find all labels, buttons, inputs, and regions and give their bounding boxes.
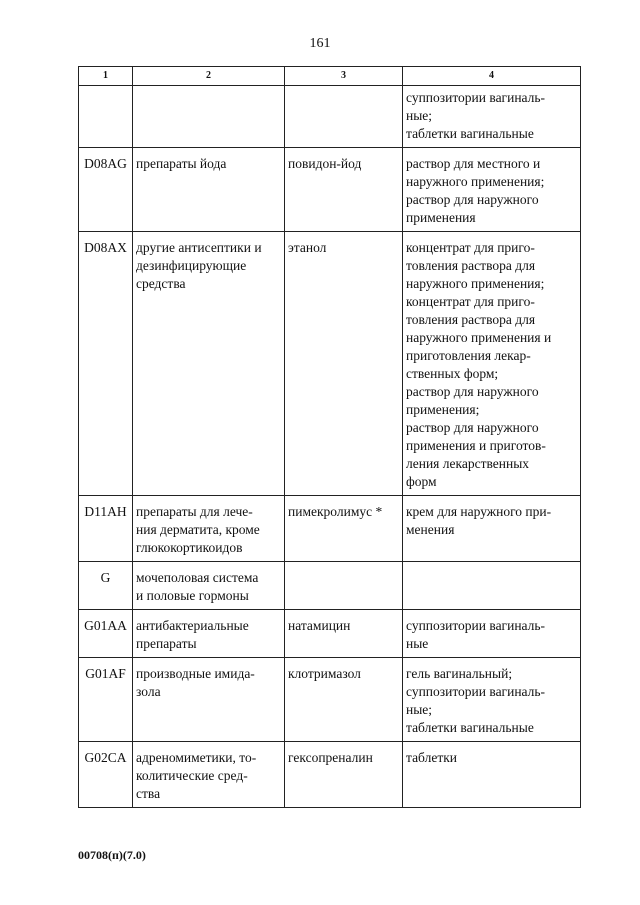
atc-code-cell: D08AG (79, 148, 133, 232)
column-header-1: 1 (79, 67, 133, 86)
group-cell: препараты для лече- ния дерматита, кроме глюкокортикоидов (133, 496, 285, 562)
document-footer-code: 00708(п)(7.0) (78, 848, 146, 862)
table-row (79, 562, 581, 610)
dosage-forms-cell: гель вагинальный; суппозитории вагиналь- ные; таблетки вагинальные (403, 658, 581, 742)
substance-cell: гексопреналин (285, 742, 403, 808)
group-cell: препараты йода (133, 148, 285, 232)
atc-code-cell: G01AA (79, 610, 133, 658)
atc-code-cell: D08AX (79, 232, 133, 496)
table-row (79, 86, 581, 148)
atc-code-cell: G (79, 562, 133, 610)
table-row (79, 610, 581, 658)
substance-cell: повидон-йод (285, 148, 403, 232)
dosage-forms-cell (403, 562, 581, 610)
substance-cell: этанол (285, 232, 403, 496)
substance-cell (285, 562, 403, 610)
drug-table (78, 66, 581, 808)
atc-code-cell: G02CA (79, 742, 133, 808)
table-row (79, 742, 581, 808)
group-cell: мочеполовая система и половые гормоны (133, 562, 285, 610)
group-cell: другие антисептики и дезинфицирующие средства (133, 232, 285, 496)
group-cell: адреномиметики, то- колитические сред- ства (133, 742, 285, 808)
dosage-forms-cell: таблетки (403, 742, 581, 808)
group-cell (133, 86, 285, 148)
substance-cell: натамицин (285, 610, 403, 658)
dosage-forms-cell: раствор для местного и наружного применения; раствор для наружного применения (403, 148, 581, 232)
table-row (79, 496, 581, 562)
atc-code-cell: D11AH (79, 496, 133, 562)
group-cell: антибактериальные препараты (133, 610, 285, 658)
dosage-forms-cell: суппозитории вагиналь- ные (403, 610, 581, 658)
column-header-2: 2 (133, 67, 285, 86)
group-cell: производные имида- зола (133, 658, 285, 742)
table-row (79, 232, 581, 496)
page-number: 161 (309, 36, 331, 51)
column-header-4: 4 (403, 67, 581, 86)
table-row (79, 148, 581, 232)
table-header-row (79, 67, 581, 86)
dosage-forms-cell: крем для наружного при- менения (403, 496, 581, 562)
atc-code-cell (79, 86, 133, 148)
substance-cell: пимекролимус * (285, 496, 403, 562)
atc-code-cell: G01AF (79, 658, 133, 742)
substance-cell (285, 86, 403, 148)
column-header-3: 3 (285, 67, 403, 86)
dosage-forms-cell: концентрат для приго- товления раствора для наружного применения; концентрат для приго- товления раствора для наружного применения и приготовления лекар- ственных форм; раствор для наружного применения; раствор для наружного применения и приготов- ления лекарственных форм (403, 232, 581, 496)
dosage-forms-cell: суппозитории вагиналь- ные; таблетки вагинальные (403, 86, 581, 148)
table-row (79, 658, 581, 742)
substance-cell: клотримазол (285, 658, 403, 742)
